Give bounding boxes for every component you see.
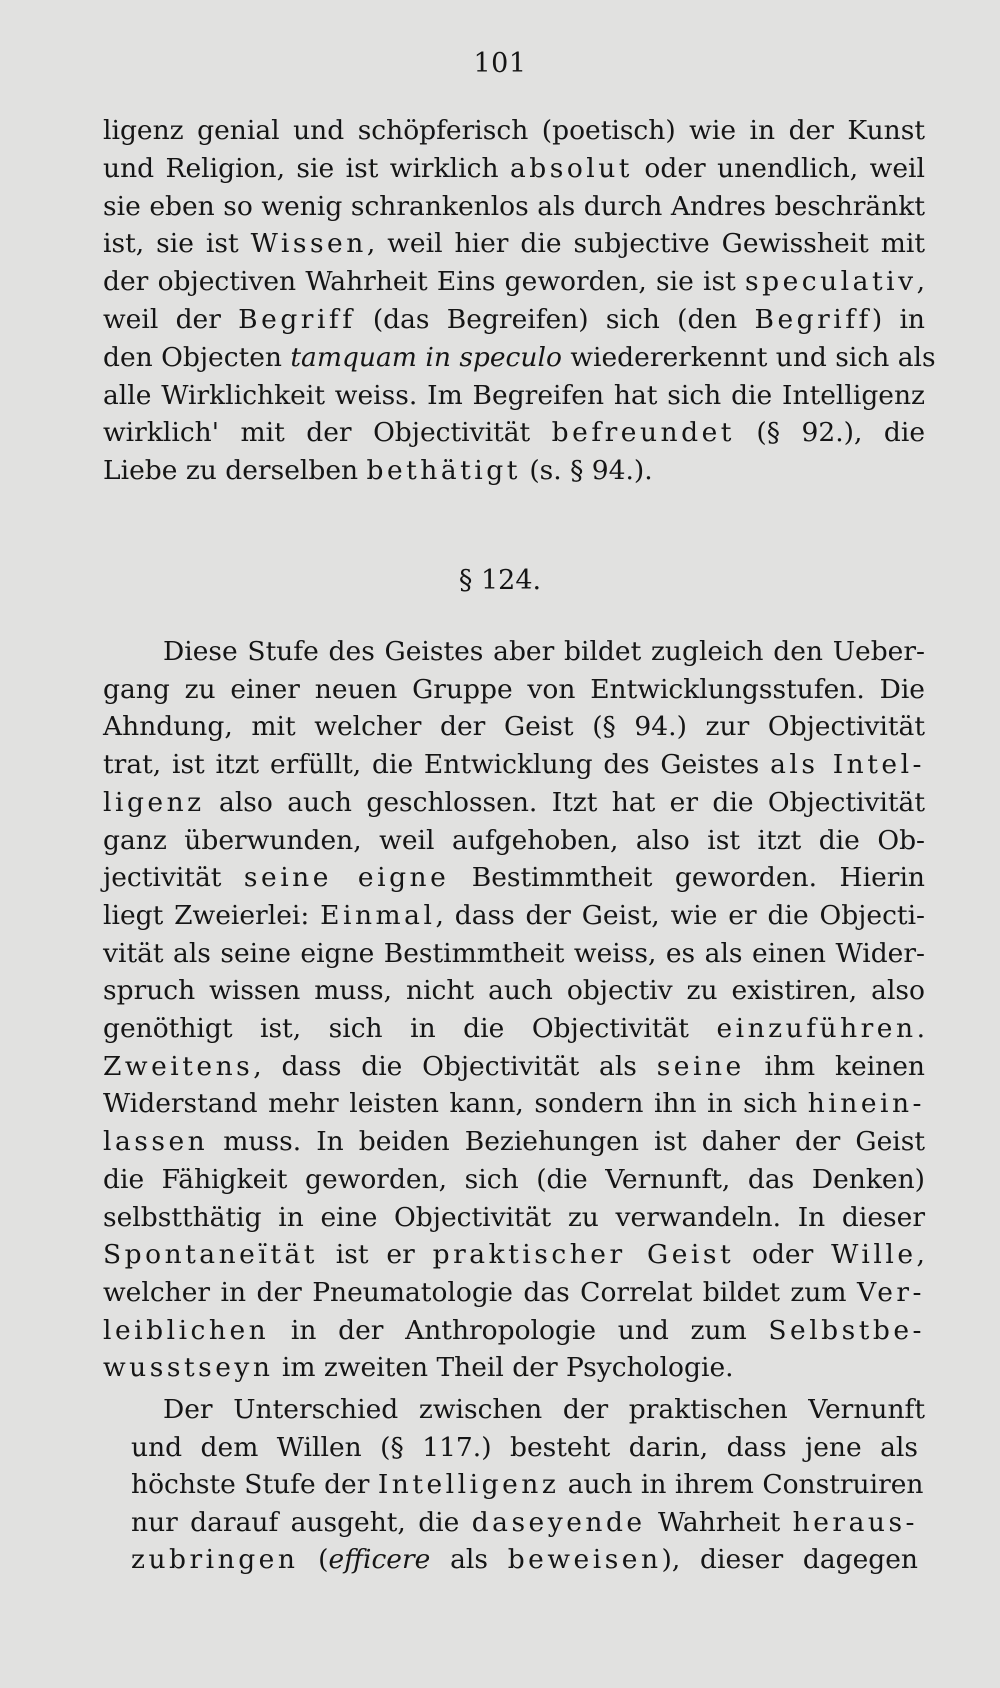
text-line: welcher in der Pneumatologie das Correlat bildet zum Ver- bbox=[103, 1276, 925, 1308]
spaced-emphasis: Zweitens bbox=[103, 1050, 254, 1082]
text-line: ligenz also auch geschlossen. Itzt hat er die Objectivität bbox=[103, 786, 925, 818]
text-line: Ahndung, mit welcher der Geist (§ 94.) zur Objectivität bbox=[103, 711, 925, 743]
text-line: vität als seine eigne Bestimmtheit weiss, es als einen Wider- bbox=[103, 937, 925, 969]
text-line: ligenz genial und schöpferisch (poetisch) wie in der Kunst bbox=[103, 115, 925, 146]
text-line: lassen muss. In beiden Beziehungen ist daher der Geist bbox=[103, 1126, 925, 1158]
text-line: zubringen (efficere als beweisen), dieser dagegen bbox=[131, 1544, 918, 1576]
spaced-emphasis: absolut bbox=[509, 152, 633, 184]
text-line: nur darauf ausgeht, die daseyende Wahrheit heraus- bbox=[131, 1506, 918, 1538]
text-line: den Objecten tamquam in speculo wiedererkennt und sich als bbox=[103, 341, 936, 373]
text-line: ist, sie ist Wissen, weil hier die subjective Gewissheit mit bbox=[103, 228, 925, 260]
spaced-emphasis: Ver- bbox=[856, 1276, 925, 1308]
text-line: ganz überwunden, weil aufgehoben, also ist itzt die Ob- bbox=[103, 824, 925, 856]
spaced-emphasis: Spontaneïtät bbox=[103, 1239, 318, 1271]
text-line: höchste Stufe der Intelligenz auch in ihrem Construiren bbox=[131, 1469, 924, 1501]
text-line: genöthigt ist, sich in die Objectivität einzuführen. bbox=[103, 1013, 925, 1044]
text-line: der objectiven Wahrheit Eins geworden, sie ist speculativ, bbox=[103, 266, 925, 298]
text-line: alle Wirklichkeit weiss. Im Begreifen hat sich die Intelligenz bbox=[103, 379, 925, 411]
page-number: 101 bbox=[473, 48, 527, 79]
text-line: Spontaneïtät ist er praktischer Geist oder Wille, bbox=[103, 1239, 925, 1271]
text-line: jectivität seine eigne Bestimmtheit geworden. Hierin bbox=[103, 862, 925, 894]
spaced-emphasis: Selbstbe- bbox=[768, 1314, 925, 1346]
text-line: Der Unterschied zwischen der praktischen Vernunft bbox=[163, 1394, 925, 1425]
spaced-emphasis: bethätigt bbox=[366, 455, 521, 487]
spaced-emphasis: daseyende bbox=[471, 1506, 646, 1538]
text-line: wusstseyn im zweiten Theil der Psychologie. bbox=[103, 1352, 734, 1384]
italic-emphasis: tamquam in speculo bbox=[290, 341, 562, 373]
spaced-emphasis: einzuführen bbox=[716, 1013, 917, 1044]
spaced-emphasis: befreundet bbox=[551, 417, 735, 449]
text-line: trat, ist itzt erfüllt, die Entwicklung des Geistes als Intel- bbox=[103, 749, 926, 781]
italic-emphasis: efficere bbox=[328, 1544, 431, 1576]
spaced-emphasis: lassen bbox=[103, 1126, 209, 1158]
spaced-emphasis: Begriff bbox=[238, 304, 356, 335]
spaced-emphasis: Einmal bbox=[320, 899, 436, 931]
text-line: selbstthätig in eine Objectivität zu verwandeln. In dieser bbox=[103, 1201, 925, 1233]
text-line: und Religion, sie ist wirklich absolut oder unendlich, weil bbox=[103, 152, 925, 184]
text-line: spruch wissen muss, nicht auch objectiv zu existiren, also bbox=[103, 975, 925, 1007]
spaced-emphasis: Intelligenz bbox=[377, 1469, 560, 1501]
text-line: Zweitens, dass die Objectivität als seine ihm keinen bbox=[103, 1050, 925, 1082]
text-line: Widerstand mehr leisten kann, sondern ihn in sich hinein- bbox=[103, 1088, 925, 1120]
spaced-emphasis: leiblichen bbox=[103, 1314, 270, 1346]
text-line: und dem Willen (§ 117.) besteht darin, dass jene als bbox=[131, 1431, 918, 1463]
text-line: sie eben so wenig schrankenlos als durch Andres beschränkt bbox=[103, 190, 925, 222]
text-line: Diese Stufe des Geistes aber bildet zugleich den Ueber- bbox=[163, 636, 925, 667]
section-heading: § 124. bbox=[458, 565, 542, 596]
spaced-emphasis: Wissen bbox=[250, 228, 367, 260]
spaced-emphasis: seine bbox=[656, 1050, 745, 1082]
spaced-emphasis: heraus- bbox=[792, 1506, 918, 1538]
text-line: weil der Begriff (das Begreifen) sich (den Begriff) in bbox=[103, 304, 926, 335]
spaced-emphasis: hinein- bbox=[807, 1088, 925, 1120]
text-line: die Fähigkeit geworden, sich (die Vernunft, das Denken) bbox=[103, 1163, 925, 1195]
spaced-emphasis: beweisen bbox=[507, 1544, 662, 1576]
text-line: gang zu einer neuen Gruppe von Entwicklungsstufen. Die bbox=[103, 673, 925, 705]
spaced-emphasis: als Intel- bbox=[770, 749, 926, 781]
spaced-emphasis: wusstseyn bbox=[103, 1352, 274, 1384]
spaced-emphasis: Begriff bbox=[754, 304, 872, 335]
text-line: leiblichen in der Anthropologie und zum Selbstbe- bbox=[103, 1314, 925, 1346]
spaced-emphasis: seine eigne bbox=[243, 862, 450, 894]
spaced-emphasis: speculativ bbox=[745, 266, 917, 298]
spaced-emphasis: Wille bbox=[831, 1239, 917, 1271]
spaced-emphasis: praktischer Geist bbox=[432, 1239, 735, 1271]
text-line: Liebe zu derselben bethätigt (s. § 94.). bbox=[103, 455, 653, 487]
text-line: liegt Zweierlei: Einmal, dass der Geist, wie er die Objecti- bbox=[103, 899, 925, 931]
text-line: wirklich' mit der Objectivität befreundet (§ 92.), die bbox=[103, 417, 926, 449]
spaced-emphasis: zubringen bbox=[131, 1544, 299, 1576]
spaced-emphasis: ligenz bbox=[103, 786, 205, 818]
